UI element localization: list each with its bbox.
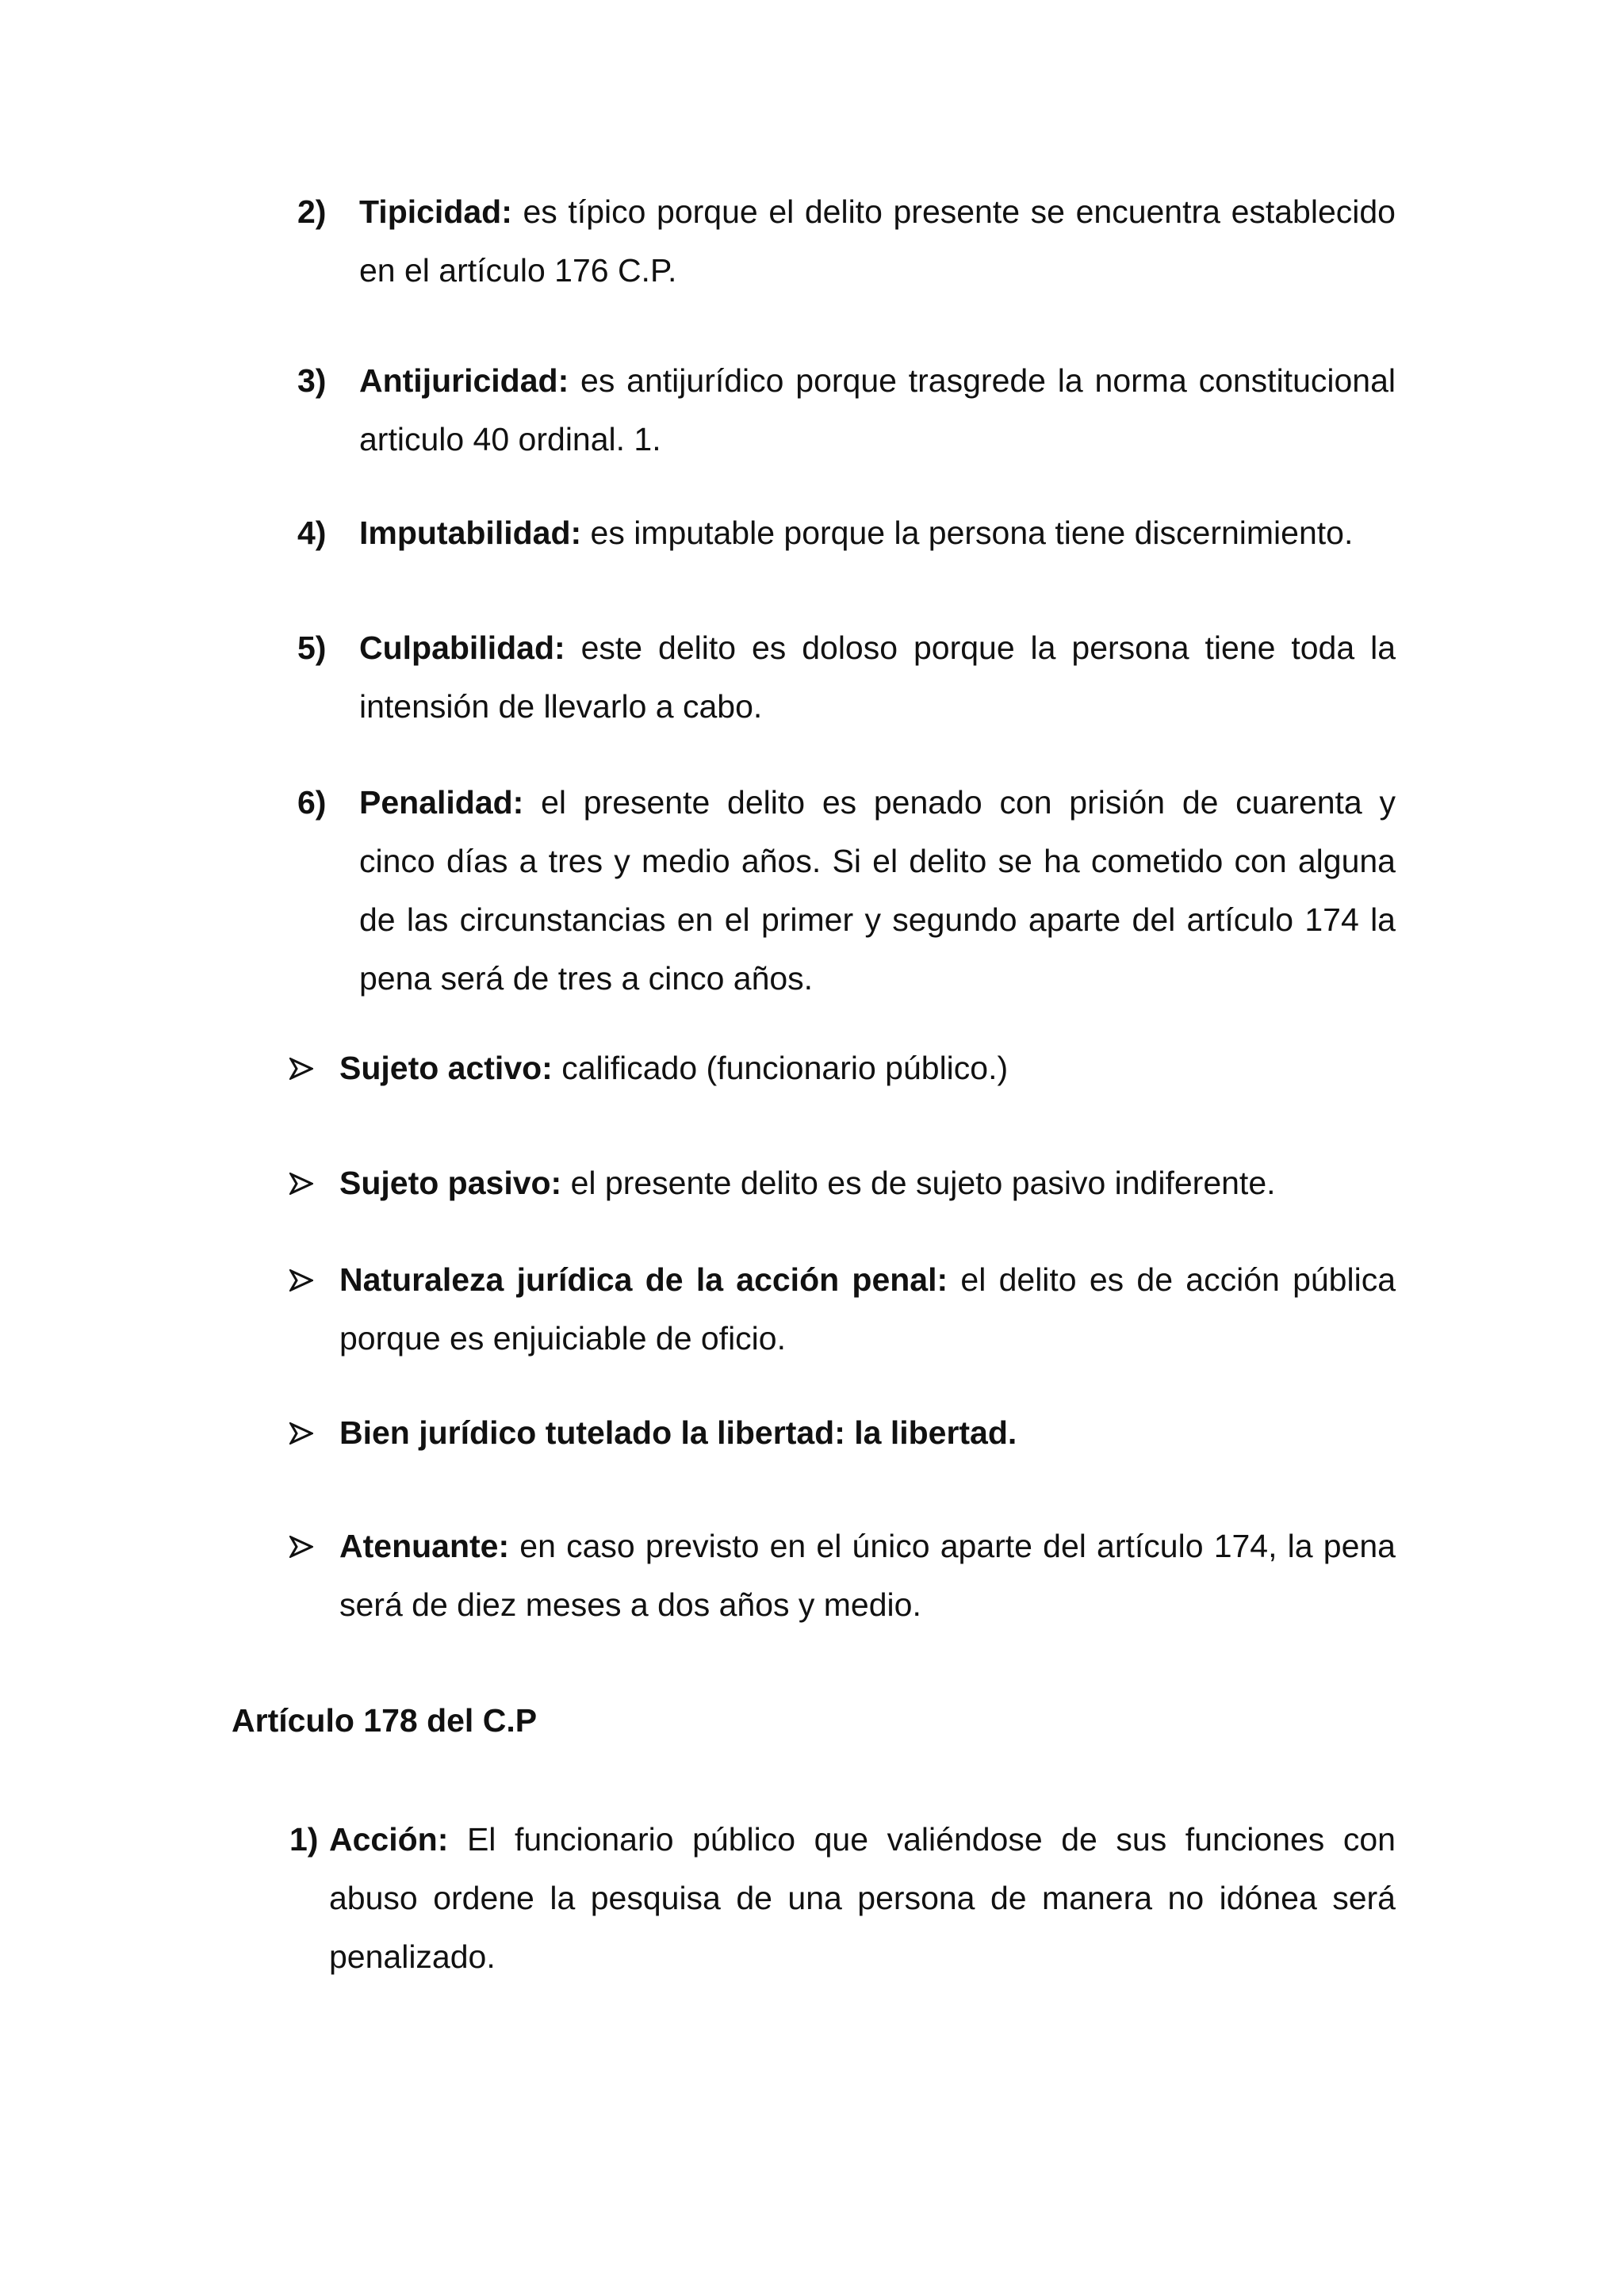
item-text: el presente delito es penado con prisión de cuarenta y cinco días a tres y medio años. Si el delito se ha cometido con alguna de las circunstancias en el primer y segundo aparte del artículo 174 la pena será de tres a cinco años. (359, 784, 1396, 997)
item-term: Tipicidad: (359, 193, 512, 230)
bullet-item-naturaleza-juridica (289, 1250, 1396, 1368)
numbered-item-imputabilidad (297, 503, 1396, 562)
arrow-bullet-icon (289, 1250, 321, 1309)
bullet-text: el presente delito es de sujeto pasivo indiferente. (561, 1165, 1276, 1201)
numbered-item-accion (289, 1810, 1396, 1986)
bullet-text: en caso previsto en el único aparte del artículo 174, la pena será de diez meses a dos años y medio. (339, 1528, 1396, 1623)
bullet-term: Atenuante: (339, 1528, 510, 1564)
numbered-item-antijuricidad (297, 351, 1396, 469)
bullet-body (339, 1403, 1396, 1462)
bullet-item-sujeto-pasivo (289, 1154, 1396, 1212)
bullet-body (339, 1154, 1396, 1212)
item-number: 2) (297, 193, 327, 230)
numbered-item-culpabilidad (297, 618, 1396, 736)
item-body (359, 618, 1396, 736)
item-number: 4) (297, 515, 327, 551)
bullet-text: el delito es de acción pública porque es enjuiciable de oficio. (339, 1261, 1396, 1357)
bullet-item-atenuante (289, 1517, 1396, 1634)
arrow-bullet-icon (289, 1039, 321, 1097)
item-number: 3) (297, 362, 327, 399)
item-body (359, 182, 1396, 300)
bullet-term: Bien jurídico tutelado la libertad: la libertad. (339, 1414, 1017, 1451)
item-text: El funcionario público que valiéndose de sus funciones con abuso ordene la pesquisa de una persona de manera no idónea será penalizado. (329, 1821, 1396, 1975)
item-text: es imputable porque la persona tiene discernimiento. (581, 515, 1354, 551)
item-number: 1) (289, 1821, 319, 1858)
bullet-text: calificado (funcionario público.) (552, 1050, 1009, 1086)
item-term: Acción: (329, 1821, 449, 1858)
bullet-term: Sujeto activo: (339, 1050, 553, 1086)
arrow-bullet-icon (289, 1403, 321, 1462)
item-number: 6) (297, 784, 327, 821)
item-term: Antijuricidad: (359, 362, 569, 399)
item-text: es antijurídico porque trasgrede la norma constitucional articulo 40 ordinal. 1. (359, 362, 1396, 457)
item-number: 5) (297, 629, 327, 666)
item-term: Culpabilidad: (359, 629, 565, 666)
numbered-item-tipicidad (297, 182, 1396, 300)
bullet-body (339, 1039, 1396, 1097)
item-body (329, 1810, 1396, 1986)
item-body (359, 351, 1396, 469)
arrow-bullet-icon (289, 1154, 321, 1212)
item-text: es típico porque el delito presente se encuentra establecido en el artículo 176 C.P. (359, 193, 1396, 289)
bullet-term: Sujeto pasivo: (339, 1165, 562, 1201)
bullet-term: Naturaleza jurídica de la acción penal: (339, 1261, 948, 1298)
bullet-body (339, 1517, 1396, 1634)
bullet-item-sujeto-activo (289, 1039, 1396, 1097)
item-body (359, 773, 1396, 1008)
item-text: este delito es doloso porque la persona tiene toda la intensión de llevarlo a cabo. (359, 629, 1396, 725)
numbered-item-penalidad (297, 773, 1396, 1008)
item-term: Imputabilidad: (359, 515, 582, 551)
section-heading: Artículo 178 del C.P (232, 1702, 538, 1739)
item-term: Penalidad: (359, 784, 524, 821)
bullet-body (339, 1250, 1396, 1368)
arrow-bullet-icon (289, 1517, 321, 1575)
bullet-item-bien-juridico (289, 1403, 1396, 1462)
item-body (359, 503, 1396, 562)
